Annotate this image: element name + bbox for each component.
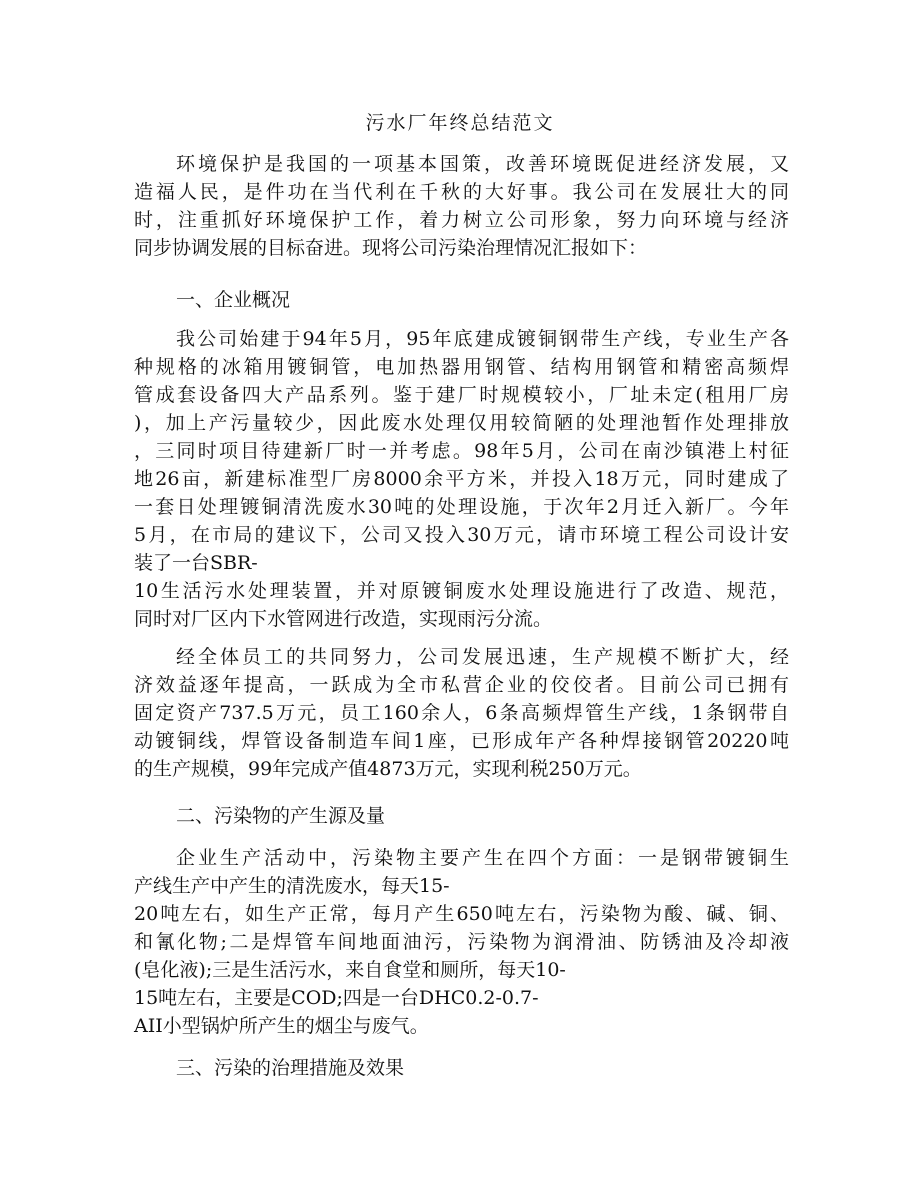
intro-line: 时，注重抓好环境保护工作，着力树立公司形象，努力向环境与经济 (134, 209, 789, 231)
paragraph-line: AII小型锅炉所产生的烟尘与废气。 (134, 1015, 429, 1037)
paragraph-line: 经全体员工的共同努力，公司发展迅速，生产规模不断扩大，经 (176, 646, 789, 668)
paragraph-line: 固定资产737.5万元，员工160余人，6条高频焊管生产线，1条钢带自 (134, 702, 789, 724)
paragraph-line: 5月，在市局的建议下，公司又投入30万元，请市环境工程公司设计安 (134, 524, 789, 546)
paragraph-line: 管成套设备四大产品系列。鉴于建厂时规模较小，厂址未定(租用厂房 (134, 384, 789, 406)
paragraph-line: 地26亩，新建标准型厂房8000余平方米，并投入18万元，同时建成了 (134, 468, 789, 490)
paragraph-line: 的生产规模，99年完成产值4873万元，实现利税250万元。 (134, 758, 642, 780)
paragraph-line: 济效益逐年提高，一跃成为全市私营企业的佼佼者。目前公司已拥有 (134, 674, 789, 696)
paragraph-line: 同时对厂区内下水管网进行改造，实现雨污分流。 (134, 608, 553, 630)
paragraph-line: 企业生产活动中，污染物主要产生在四个方面：一是钢带镀铜生 (176, 847, 789, 869)
intro-paragraph (134, 150, 789, 262)
pollution-sources-paragraph (134, 844, 789, 1040)
intro-line: 造福人民，是件功在当代利在千秋的大好事。我公司在发展壮大的同 (134, 181, 789, 203)
paragraph-line: 一套日处理镀铜清洗废水30吨的处理设施，于次年2月迁入新厂。今年 (134, 496, 789, 518)
paragraph-line: 产线生产中产生的清洗废水，每天15- (134, 875, 450, 897)
section-heading-pollution-sources: 二、污染物的产生源及量 (176, 805, 386, 827)
section-heading-treatment: 三、污染的治理措施及效果 (176, 1057, 405, 1079)
paragraph-line: 装了一台SBR- (134, 552, 258, 574)
paragraph-line: 种规格的冰箱用镀铜管，电加热器用钢管、结构用钢管和精密高频焊 (134, 356, 789, 378)
paragraph-line: 动镀铜线，焊管设备制造车间1座，已形成年产各种焊接钢管20220吨 (134, 730, 789, 752)
paragraph-line: 20吨左右，如生产正常，每月产生650吨左右，污染物为酸、碱、铜、 (134, 903, 789, 925)
paragraph-line: 10生活污水处理装置，并对原镀铜废水处理设施进行了改造、规范， (134, 580, 789, 602)
paragraph-line: )，加上产污量较少，因此废水处理仅用较简陋的处理池暂作处理排放 (134, 412, 789, 434)
intro-line: 环境保护是我国的一项基本国策，改善环境既促进经济发展，又 (176, 153, 789, 175)
overview-paragraph-2 (134, 643, 789, 783)
section-heading-overview: 一、企业概况 (176, 289, 291, 311)
paragraph-line: 和氰化物;二是焊管车间地面油污，污染物为润滑油、防锈油及冷却液 (134, 931, 789, 953)
paragraph-line: 15吨左右，主要是COD;四是一台DHC0.2-0.7- (134, 987, 539, 1009)
overview-paragraph-1 (134, 325, 789, 633)
paragraph-line: (皂化液);三是生活污水，来自食堂和厕所，每天10- (134, 959, 566, 981)
paragraph-line: ，三同时项目待建新厂时一并考虑。98年5月，公司在南沙镇港上村征 (134, 440, 789, 462)
intro-line: 同步协调发展的目标奋进。现将公司污染治理情况汇报如下： (134, 237, 648, 259)
document-title: 污水厂年终总结范文 (365, 112, 555, 134)
paragraph-line: 我公司始建于94年5月，95年底建成镀铜钢带生产线，专业生产各 (176, 328, 789, 350)
